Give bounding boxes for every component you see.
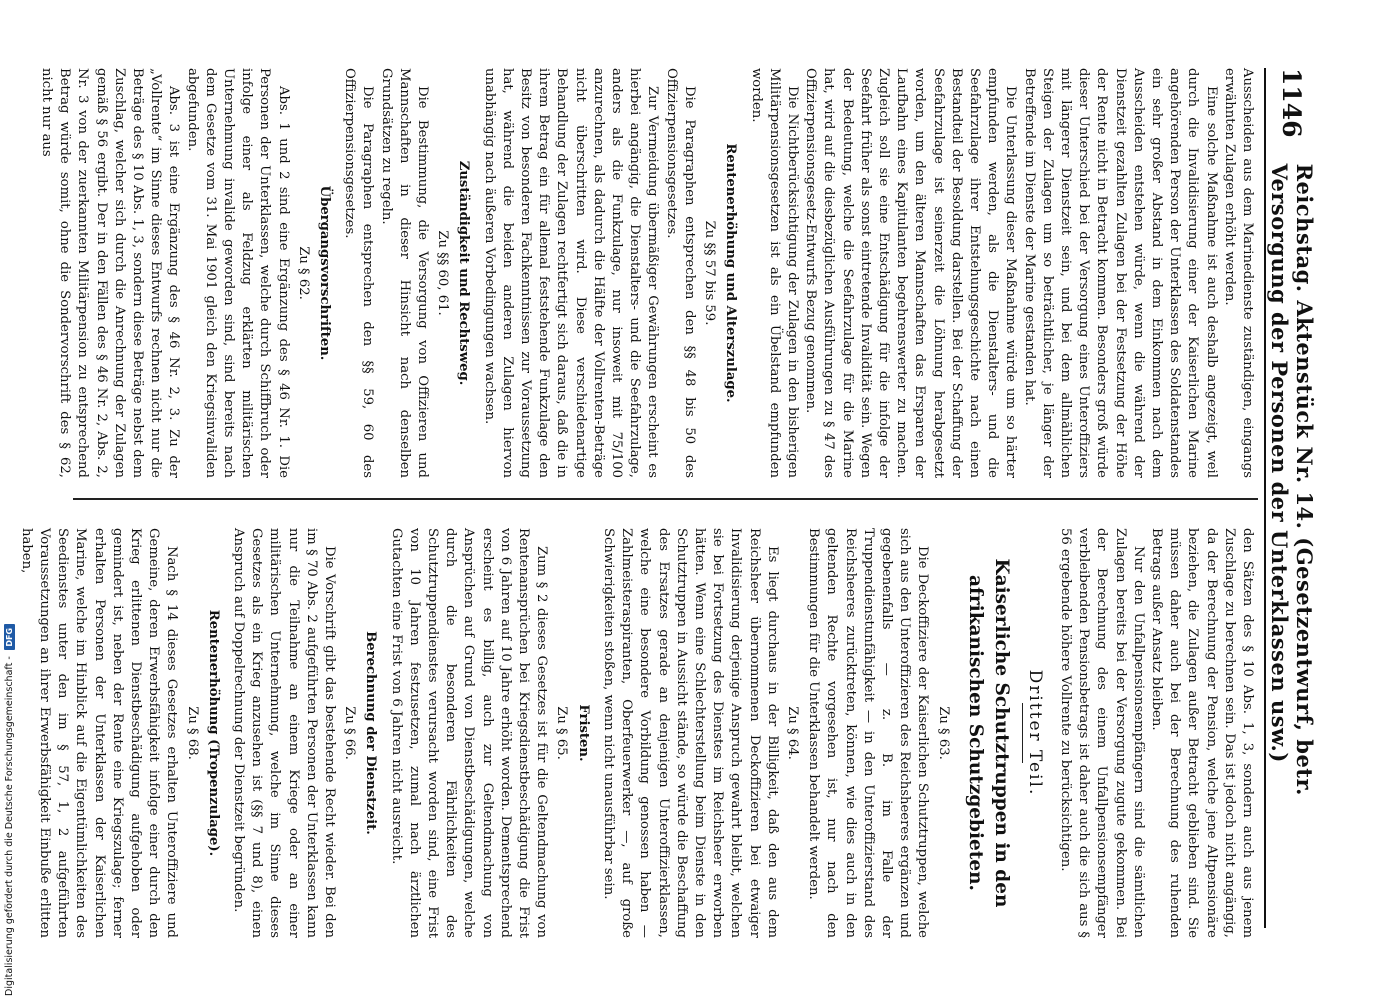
paragraph: Die Vorschrift gibt das bestehende Recht wieder. Bei den im § 70 Abs. 2 aufgeführten Personen der Unterklassen kann nur die Teilnahme an einem Kriege oder an einer militärischen Unternehmung, welche im Sinne dieses Gesetzes als ein Krieg anzusehen ist (§§ 7 und 8), einen Anspruch auf Doppelrechnung der Dienstzeit begründen.	[231, 528, 338, 938]
paragraph-reference: Zu §§ 60, 61.	[435, 230, 451, 316]
section-heading: Übergangsvorschriften.	[317, 185, 333, 361]
page-number: 1146	[1277, 68, 1307, 138]
paragraph: Nur den Unfallpensionsempfängern sind die sämtlichen Zulagen bereits bei der Versorgung zugute gekommen. Bei der Berechnung des einem Unfallpensionsempfänger verbleibenden Pensionsbetrags ist daher auch die sich aus § 56 ergebende höhere Vollrente zu berücksichtigen.	[1057, 528, 1146, 938]
paragraph: Die Bestimmung, die Versorgung von Offizieren und Mannschaften in dieser Hinsicht nach denselben Grundsätzen zu regeln.	[378, 68, 431, 478]
digitization-credit	[2, 0, 16, 996]
left-column	[37, 68, 1256, 478]
paragraph: Ausscheiden aus dem Marinedienste zuständigen, eingangs erwähnten Zulagen erhöht werden.	[1221, 68, 1255, 478]
rotated-document-page	[18, 38, 1318, 958]
paragraph: Die Deckoffiziere der Kaiserlichen Schutztruppen, welche sich aus den Unteroffizieren des Reichsheeres ergänzen und gegebenenfalls — z. B. im Falle der Truppendienstunfähigkeit — in den Unteroffizierstand des Reichsheeres zurücktreten, können, wie dies auch in den geltenden Rechte vorgesehen ist, nur nach den Bestimmungen für die Unterklassen behandelt werden.	[806, 528, 931, 938]
credit-text: Digitalisierung gefördert durch die Deutsche Forschungsgemeinschaft -	[3, 656, 15, 996]
paragraph-reference: Zu § 65.	[554, 706, 570, 760]
paragraph: den Sätzen des § 10 Abs. 1, 3, sondern auch aus jenem Zuschlage zu berechnen sein. Das ist jedoch nicht angängig, da der Berechnung der Pension, welche jene Altpensionäre beziehen, die Zulagen außer Betracht geblieben sind. Sie müssen daher auch bei der Berechnung des ruhenden Betrags außer Ansatz bleiben.	[1148, 528, 1255, 938]
dfg-logo: DFG	[4, 624, 15, 650]
paragraph-reference: Zu § 68.	[184, 706, 200, 760]
paragraph-reference: Zu § 66.	[342, 706, 358, 760]
section-heading: Zuständigkeit und Rechtsweg.	[456, 160, 472, 386]
paragraph: Eine solche Maßnahme ist auch deshalb angezeigt, weil durch die Invalidisierung einer der Kaiserlichen Marine angehörenden Person der Unterklassen des Soldatenstandes ein sehr großer Abstand in dem Einkommen nach dem Ausscheiden entstehen würde, wenn die während der Dienstzeit gezahlten Zulagen bei der Festsetzung der Höhe der Rente nicht in Betracht kommen. Besonders groß würde dieser Unterschied bei der Versorgung eines Unteroffiziers mit längerer Dienstzeit sein, und bei dem allmählichen Steigen der Zulagen um so beträchtlicher, je länger der Betreffende im Dienste der Marine gestanden hat.	[1021, 68, 1219, 478]
section-heading: Berechnung der Dienstzeit.	[363, 631, 379, 835]
paragraph: Abs. 3 ist eine Ergänzung des § 46 Nr. 2, 3. Zu der „Vollrente“ im Sinne dieses Entwurfs rechnen nicht nur die Beträge des § 10 Abs. 1, 3, sondern diese Beträge nebst dem Zuschlag, welcher sich durch die Anrechnung der Zulagen gemäß § 56 ergibt. Der in den Fällen des § 46 Nr. 2, Abs. 2, Nr. 3 von der zuerkannten Militärpension zu entsprechend Betrag würde somit, ohne die Sondervorschrift des § 62, nicht nur aus	[39, 68, 182, 478]
paragraph: Zur Vermeidung übermäßiger Gewährungen erscheint es hierbei angängig, die Dienstalters- und die Seefahrzulage, anders als die Funkzulage, nur insoweit mit 75/100 anzurechnen, als dadurch die Hälfte der Vollrenten-Beträge nicht überschritten wird. Diese verschiedenartige Behandlung der Zulagen rechtfertigt sich daraus, daß die in ihrem Betrag ein für allemal feststehende Funkzulage den Besitz von besonderen Fachkenntnissen zur Voraussetzung hat, während die beiden anderen Zulagen hiervon unabhängig nach äußeren Vorbedingungen wachsen.	[481, 68, 661, 478]
part-title: Kaiserliche Schutztruppen in den afrikanischen Schutzgebieten.	[964, 558, 1012, 908]
paragraph-reference: Zu § 64.	[784, 706, 800, 760]
paragraph: Es liegt durchaus in der Billigkeit, daß den aus dem Reichsheer übernommenen Deckoffizieren bei etwaiger Invalidisierung derjenige Anspruch gewahrt bleibt, welchen sie bei Fortsetzung des Dienstes im Reichsheer erworben hätten. Wenn eine Schlechterstellung beim Dienste in den Schutztruppen in Aussicht stände, so würde die Beschaffung des Ersatzes gerade an denjenigen Unteroffizierklassen, welche eine besondere Vorbildung genossen haben — Zahlmeisteraspiranten, Oberfeuerwerker —, auf große Schwierigkeiten stoßen, wenn nicht unausführbar sein.	[600, 528, 780, 938]
running-title: Reichstag. Aktenstück Nr. 14. (Gesetzentwurf, betr. Versorgung der Personen der Unterklassen usw.)	[1267, 163, 1317, 796]
part-heading: Dritter Teil.	[1024, 669, 1045, 797]
section-heading: Rentenerhöhung (Tropenzulage).	[205, 609, 221, 857]
paragraph-reference: Zu § 63.	[935, 706, 951, 760]
section-rule	[1022, 703, 1023, 763]
paragraph: Abs. 1 und 2 sind eine Ergänzung des § 46 Nr. 1. Die Personen der Unterklassen, welche durch Schiffbruch oder infolge einer als Feldzug erklärten militärischen Unternehmung invalide geworden sind, sind bereits nach dem Gesetze vom 31. Mai 1901 gleich den Kriegsinvaliden abgefunden.	[184, 68, 291, 478]
right-column	[17, 528, 1256, 938]
page-header	[1264, 68, 1318, 928]
paragraph: Die Unterlassung dieser Maßnahme würde um so härter empfunden werden, als die Dienstalters- und die Seefahrzulage ihrer Entstehungsgeschichte nach einen Bestandteil der Besoldung darstellen. Bei der Schaffung der Seefahrzulage ist seinerzeit die Löhnung herabgesetzt worden, um den älteren Mannschaften das Ersparen der Laufbahn eines Kapitulanten begehrenswerter zu machen. Zugleich soll sie eine Entschädigung für die infolge der Seefahrt früher als sonst eintretende Invalidität sein. Wegen der Bedeutung, welche die Seefahrzulage für die Marine hat, wird auf die diesbezüglichen Ausführungen zu § 47 des Offizierpensionsgesetz-Entwurfs Bezug genommen.	[803, 68, 1019, 478]
section-heading: Rentenerhöhung und Alterszulage.	[723, 143, 739, 403]
paragraph: Nach § 14 dieses Gesetzes erhalten Unteroffiziere und Gemeine, deren Erwerbsfähigkeit infolge einer durch den Krieg erlittenen Dienstbeschädigung aufgehoben oder gemindert ist, neben der Rente eine Kriegszulage; ferner erhalten Personen der Unterklassen der Kaiserlichen Marine, welche im Hinblick auf die Eigentümlichkeiten des Seedienstes unter den im § 57, 1, 2 aufgeführten Voraussetzungen an ihrer Erwerbsfähigkeit Einbuße erlitten haben,	[18, 528, 180, 938]
paragraph: Die Paragraphen entsprechen den §§ 59, 60 des Offizierpensionsgesetzes.	[342, 68, 376, 478]
paragraph-reference: Zu §§ 57 bis 59.	[702, 220, 718, 326]
paragraph: Zum § 2 dieses Gesetzes ist für die Geltendmachung von Rentenansprüchen bei Kriegsdienstbeschädigung die Frist von 6 Jahren auf 10 Jahre erhöht worden. Dementsprechend erscheint es billig, auch zur Geltendmachung von Ansprüchen auf Grund von Dienstbeschädigungen, welche durch die besonderen Fährlichkeiten des Schutztruppendienstes verursacht worden sind, eine Frist von 10 Jahren festzusetzen, zumal nach ärztlichen Gutachten eine Frist von 6 Jahren nicht ausreicht.	[388, 528, 550, 938]
column-divider	[73, 498, 1258, 500]
section-heading: Fristen.	[575, 704, 591, 762]
paragraph-reference: Zu § 62.	[295, 246, 311, 300]
paragraph: Die Paragraphen entsprechen den §§ 48 bis 50 des Offizierpensionsgesetzes.	[663, 68, 697, 478]
paragraph: Die Nichtberücksichtigung der Zulagen in den bisherigen Militärpensionsgesetzen ist als ein Übelstand empfunden worden.	[748, 68, 800, 478]
